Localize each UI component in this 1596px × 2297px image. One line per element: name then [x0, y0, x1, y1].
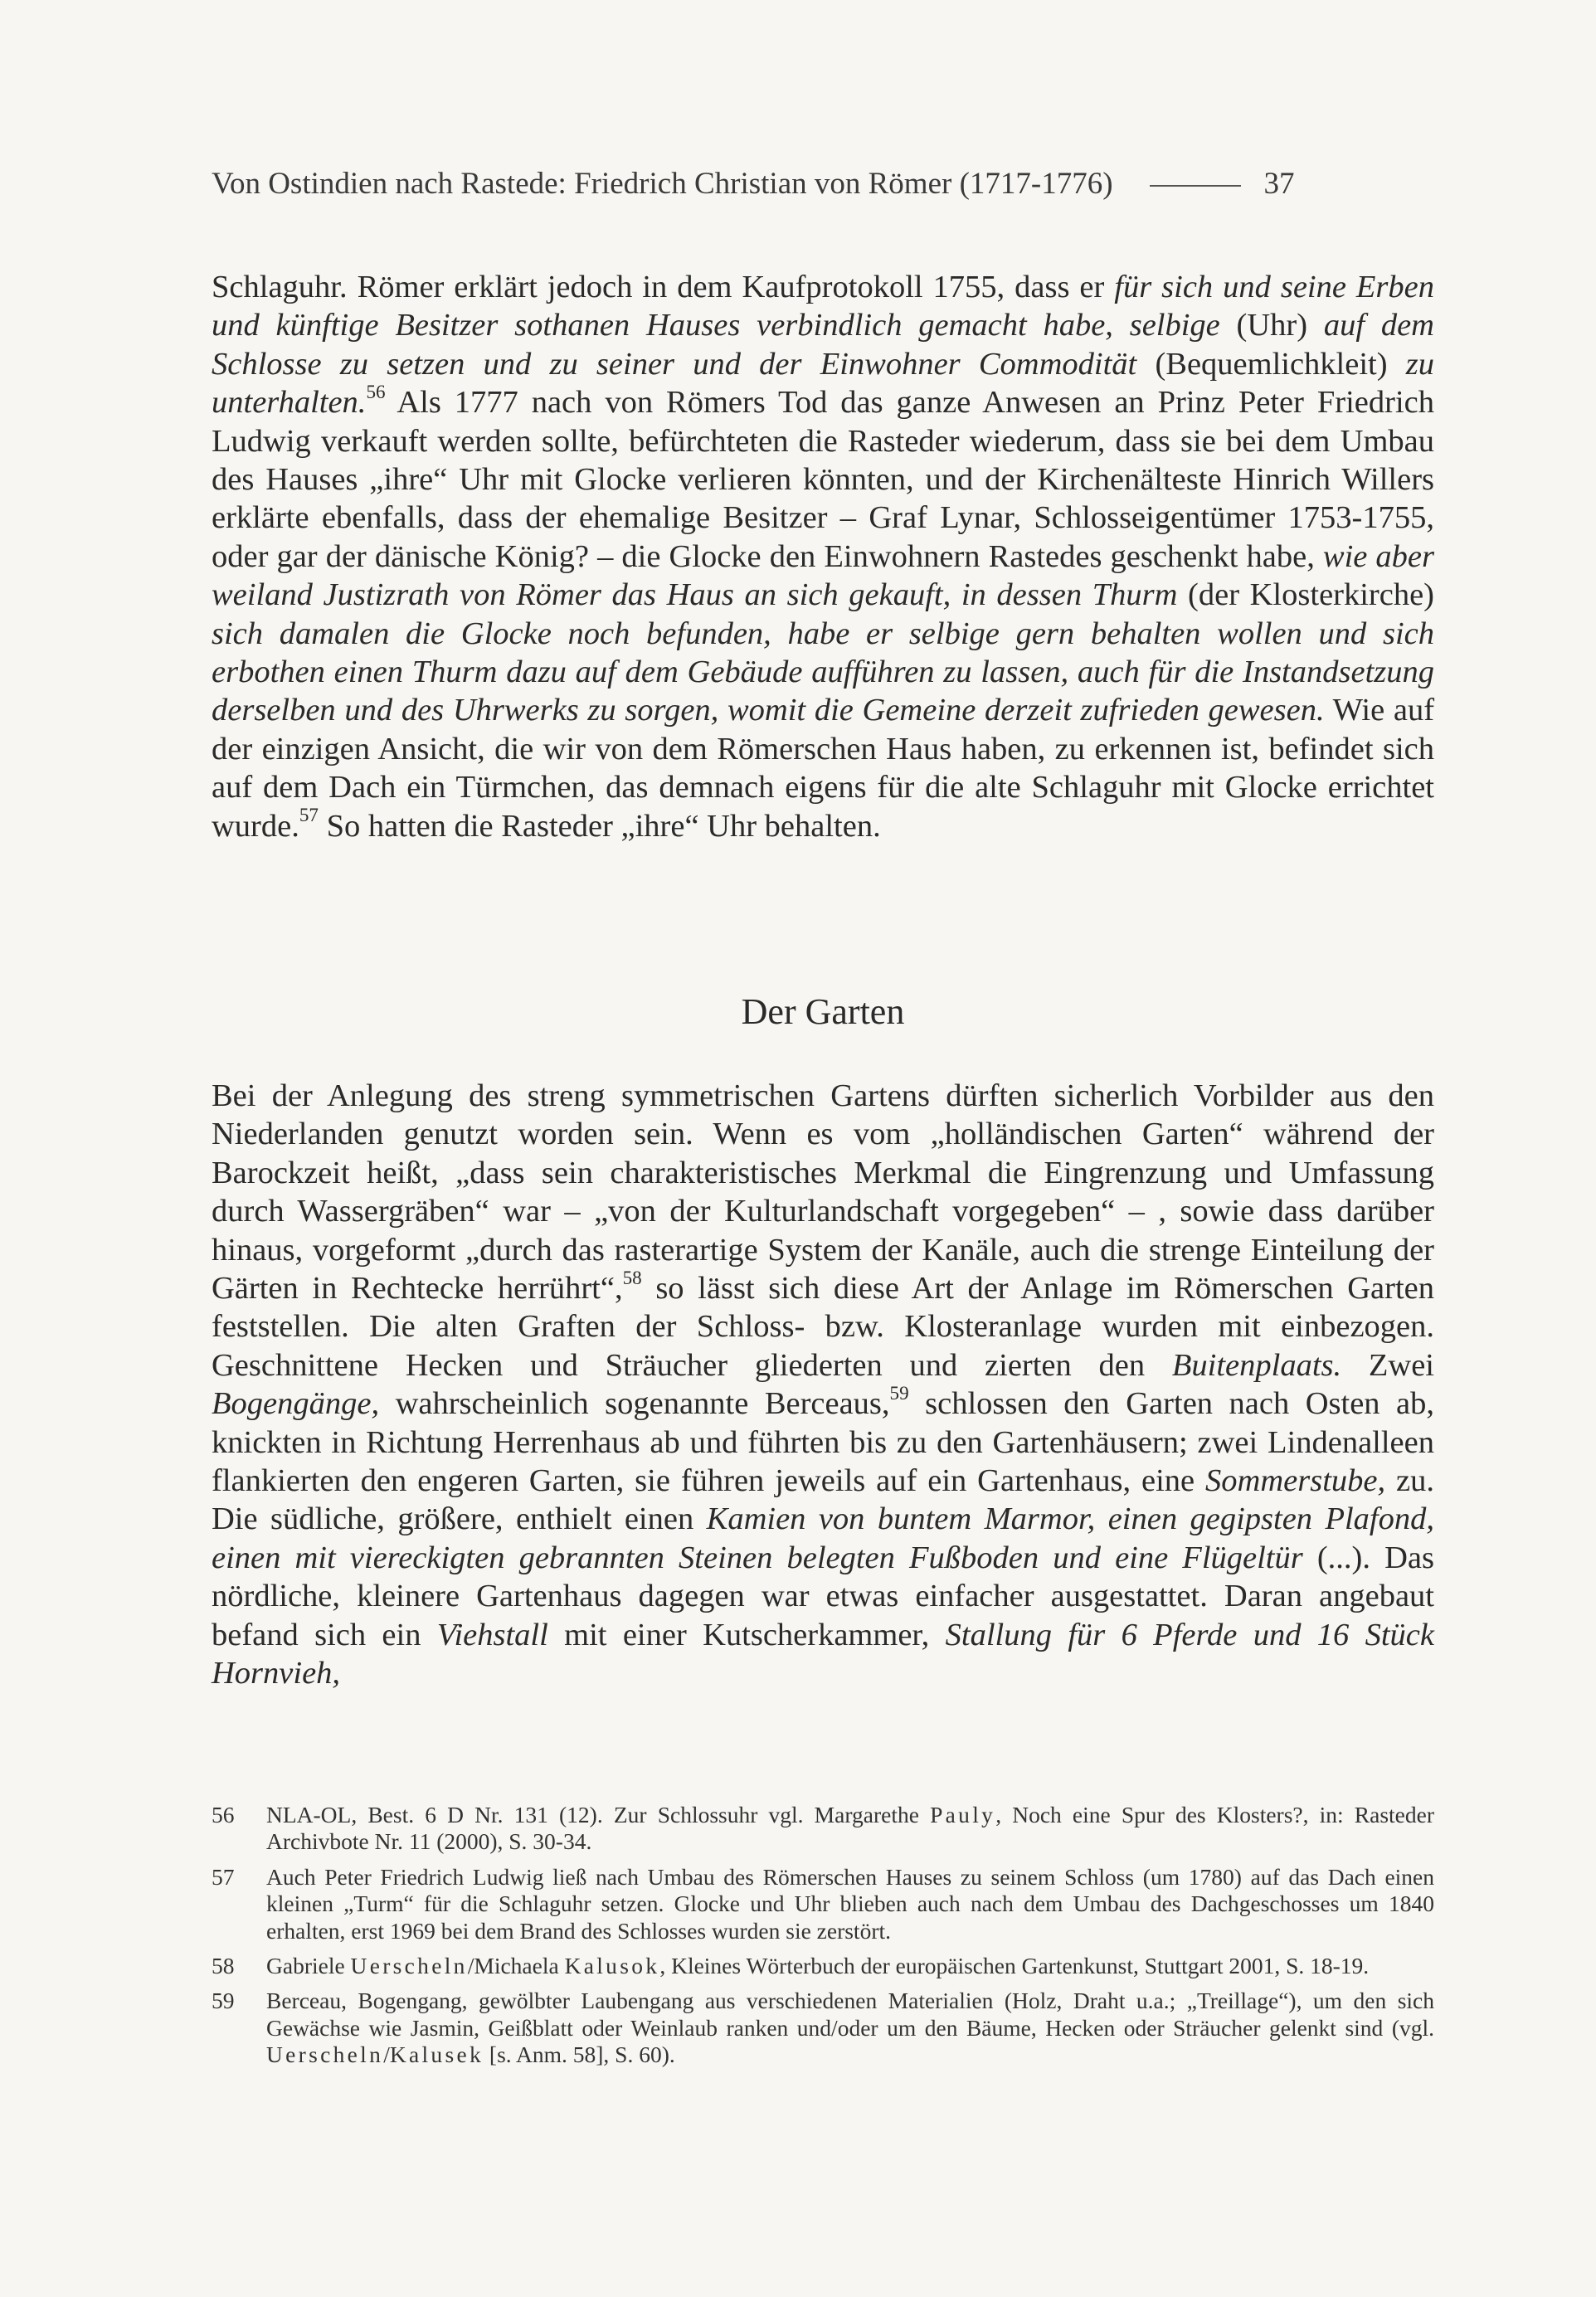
text-run: (Uhr) — [1219, 308, 1324, 343]
text-run: Gabriele — [266, 1953, 351, 1979]
text-run: (der Klosterkirche) — [1177, 577, 1434, 613]
text-run: / — [383, 2042, 390, 2068]
italic-quote: Buitenplaats. — [1171, 1347, 1342, 1383]
author-name: Kalusok — [564, 1953, 660, 1979]
running-header — [212, 166, 1439, 202]
text-run: Bei der Anlegung des streng symmetrischen Gartens dürften sicherlich Vorbilder aus den Niederlanden genutzt worden sein. Wenn es vom „holländischen Garten“ während der Barockzeit heißt, „dass sein charakteristisches Merkmal die Eingrenzung und Umfassung durch Wassergräben“ war – „von der Kulturlandschaft vorgegeben“ – , sowie dass darüber hinaus, vorgeformt „durch das rasterartige System der Kanäle, auch die strenge Einteilung der Gärten in Rechtecke herrührt“, — [212, 1078, 1434, 1307]
text-run: Auch Peter Friedrich Ludwig ließ nach Umbau des Römerschen Hauses zu seinem Schloss (um 1780) auf das Dach einen kleinen „Turm“ für die Schlaguhr setzen. Glocke und Uhr blieben auch nach dem Umbau des Dachgeschosses um 1840 erhalten, erst 1969 bei dem Brand des Schlosses wurden sie zerstört. — [266, 1863, 1434, 1944]
text-run: Berceau, Bogengang, gewölbter Laubengang aus verschiedenen Materialien (Holz, Draht u.a.; „Treillage“), um den sich Gewächse wie Jasmin, Geißblatt oder Weinlaub ranken und/oder um den Bäume, Hecken oder Sträucher gelenkt sind (vgl. — [266, 1988, 1434, 2041]
text-run: , Noch eine Spur des Klosters?, in: Rasteder Archivbote Nr. 11 (2000), S. 30-34. — [266, 1802, 1434, 1855]
text-run: (Bequemlichkleit) — [1136, 346, 1406, 382]
footnote-ref: 57 — [299, 804, 319, 826]
footnote-text — [266, 1802, 1434, 1856]
footnote-number: 58 — [212, 1953, 235, 1979]
footnote-ref: 56 — [366, 380, 386, 402]
text-run: schlossen den Garten nach Osten ab, knickten in Richtung Herrenhaus ab und führten bis zu den Gartenhäusern; zwei Lindenalleen flankierten den engeren Garten, sie führen jeweils auf ein Gartenhaus, eine — [212, 1386, 1434, 1499]
text-run: , Kleines Wörterbuch der europäischen Gartenkunst, Stuttgart 2001, S. 18-19. — [659, 1953, 1370, 1979]
footnote-number: 56 — [212, 1802, 235, 1827]
text-run: (...). Das nördliche, kleinere Gartenhaus dagegen war etwas einfacher ausgestattet. Daran angebaut befand sich ein — [212, 1540, 1434, 1652]
footnote-item — [212, 1953, 1434, 1979]
italic-quote: wie aber weiland Justizrath von Römer das Haus an sich gekauft, in dessen Thurm — [212, 538, 1434, 613]
header-rule — [1150, 185, 1241, 187]
text-run: Als 1777 nach von Römers Tod das ganze Anwesen an Prinz Peter Friedrich Ludwig verkauft werden sollte, befürchteten die Rasteder wiederum, dass sie bei dem Umbau des Hauses „ihre“ Uhr mit Glocke verlieren könnten, und der Kirchenälteste Hinrich Willers erklärte ebenfalls, dass der ehemalige Besitzer – Graf Lynar, Schlosseigentümer 1753-1755, oder gar der dänische König? – die Glocke den Einwohnern Rastedes geschenkt habe, — [212, 385, 1434, 574]
italic-quote: für sich und seine Erben und künftige Besitzer sothanen Hauses verbindlich gemacht habe, selbige — [212, 270, 1434, 343]
footnote-number: 59 — [212, 1988, 235, 2014]
italic-quote: Stallung für 6 Pferde und 16 Stück Hornvieh, — [212, 1617, 1434, 1691]
italic-quote: Kamien von buntem Marmor, einen gegipsten Plafond, einen mit viereckigten gebrannten Steinen belegten Fußboden und eine Flügeltür — [212, 1501, 1434, 1575]
footnote-number: 57 — [212, 1863, 235, 1890]
footnote-item — [212, 1988, 1434, 2068]
italic-quote: sich damalen die Glocke noch befunden, habe er selbige gern behalten wollen und sich erbothen einen Thurm dazu auf dem Gebäude aufführen zu lassen, auch für die Instandsetzung derselben und des Uhrwerks zu sorgen, womit die Gemeine derzeit zufrieden gewesen. — [212, 616, 1434, 728]
footnote-text — [266, 1988, 1434, 2068]
italic-quote: Sommerstube, — [1205, 1463, 1386, 1499]
text-run: Schlaguhr. Römer erklärt jedoch in dem Kaufprotokoll 1755, dass er — [212, 270, 1115, 304]
text-run: So hatten die Rasteder „ihre“ Uhr behalten. — [318, 808, 881, 844]
footnote-item — [212, 1864, 1434, 1944]
paragraph — [212, 268, 1434, 845]
italic-quote: zu unterhalten. — [212, 346, 1434, 421]
section-heading: Der Garten — [741, 991, 905, 1032]
header-title: Von Ostindien nach Rastede: Friedrich Christian von Römer (1717-1776) — [212, 167, 1113, 201]
author-name: Uerscheln — [350, 1953, 468, 1979]
author-name: Kalusek — [389, 2042, 484, 2068]
text-run: NLA-OL, Best. 6 D Nr. 131 (12). Zur Schlossuhr vgl. Margarethe — [266, 1802, 931, 1827]
text-run: mit einer Kutscherkammer, — [547, 1617, 946, 1652]
body-paragraph-2 — [212, 1077, 1434, 1693]
footnote-text — [266, 1953, 1434, 1979]
text-run: so lässt sich diese Art der Anlage im Römerschen Garten feststellen. Die alten Graften der Schloss- bzw. Klosteranlage wurden mit einbezogen. Geschnittene Hecken und Sträucher gliederten und zierten den — [212, 1271, 1434, 1383]
text-run: Wie auf der einzigen Ansicht, die wir von dem Römerschen Haus haben, zu erkennen ist, befindet sich auf dem Dach ein Türmchen, das demnach eigens für die alte Schlaguhr mit Glocke errichtet wurde. — [212, 693, 1435, 844]
footnote-text — [266, 1864, 1434, 1944]
text-run: zu. Die südliche, größere, enthielt einen — [212, 1463, 1434, 1537]
page-number: 37 — [1263, 167, 1295, 201]
text-run: /Michaela — [467, 1953, 565, 1979]
italic-quote: auf dem Schlosse zu setzen und zu seiner und der Einwohner Commodität — [212, 308, 1434, 382]
text-run: [s. Anm. 58], S. 60). — [484, 2042, 675, 2068]
footnotes — [212, 1802, 1434, 2077]
text-run: wahrscheinlich sogenannte Berceaus, — [379, 1386, 890, 1422]
body-paragraph-1 — [212, 268, 1434, 845]
italic-quote: Bogengänge, — [212, 1386, 380, 1422]
author-name: Pauly — [930, 1802, 996, 1827]
author-name: Uerscheln — [266, 2042, 384, 2068]
footnote-ref: 59 — [889, 1381, 909, 1404]
footnote-ref: 58 — [622, 1266, 642, 1288]
paragraph — [212, 1077, 1434, 1693]
italic-quote: Viehstall — [436, 1617, 548, 1652]
text-run: Zwei — [1341, 1347, 1434, 1383]
footnote-item — [212, 1802, 1434, 1856]
